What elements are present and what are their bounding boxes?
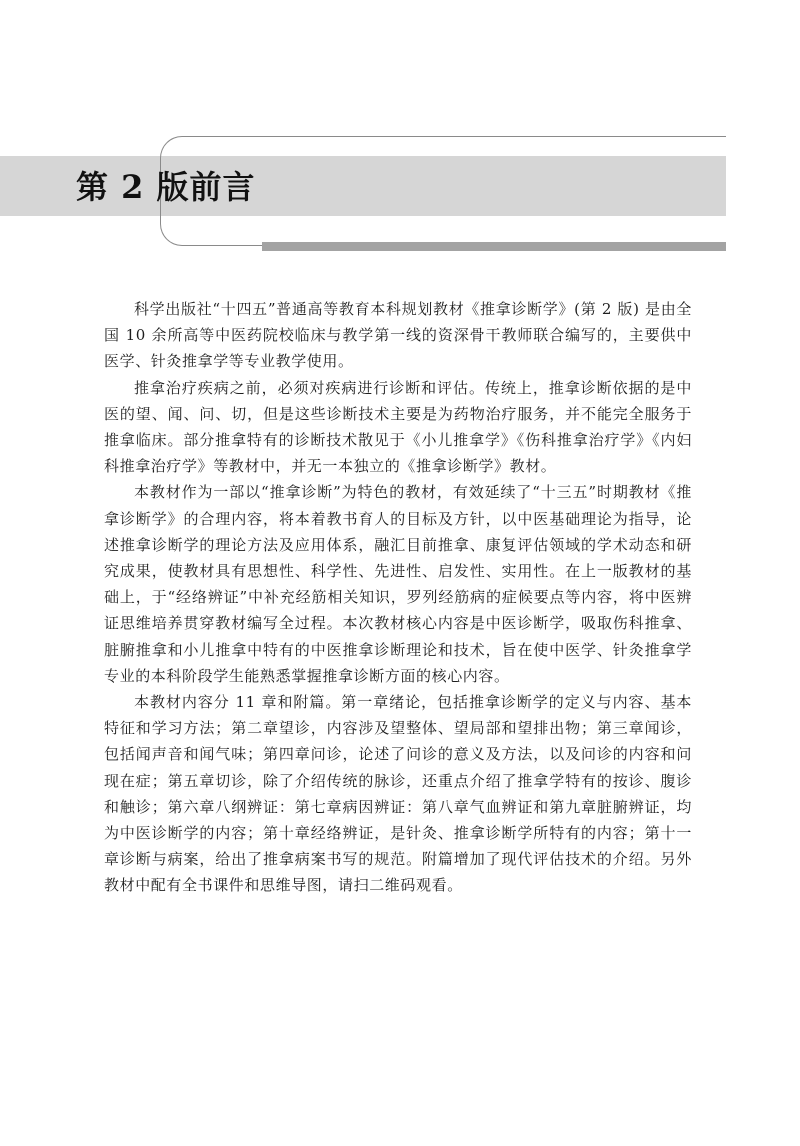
header-underline-bar	[262, 242, 726, 251]
paragraph-features: 本教材作为一部以“推拿诊断”为特色的教材，有效延续了“十三五”时期教材《推拿诊断学》的合理内容，将本着教书育人的目标及方针，以中医基础理论为指导，论述推拿诊断学的理论方法及应用体系，融汇目前推拿、康复评估领域的学术动态和研究成果，使教材具有思想性、科学性、先进性、启发性、实用性。在上一版教材的基础上，于“经络辨证”中补充经筋相关知识，罗列经筋病的症候要点等内容，将中医辨证思维培养贯穿教材编写全过程。本次教材核心内容是中医诊断学，吸取伤科推拿、脏腑推拿和小儿推拿中特有的中医推拿诊断理论和技术，旨在使中医学、针灸推拿学专业的本科阶段学生能熟悉掌握推拿诊断方面的核心内容。	[104, 483, 692, 685]
paragraph-contents: 本教材内容分 11 章和附篇。第一章绪论，包括推拿诊断学的定义与内容、基本特征和学习方法；第二章望诊，内容涉及望整体、望局部和望排出物；第三章闻诊，包括闻声音和闻气味；第四章问诊，论述了问诊的意义及方法，以及问诊的内容和问现在症；第五章切诊，除了介绍传统的脉诊，还重点介绍了推拿学特有的按诊、腹诊和触诊；第六章八纲辨证：第七章病因辨证：第八章气血辨证和第九章脏腑辨证，均为中医诊断学的内容；第十章经络辨证，是针灸、推拿诊断学所特有的内容；第十一章诊断与病案，给出了推拿病案书写的规范。附篇增加了现代评估技术的介绍。另外教材中配有全书课件和思维导图，请扫二维码观看。	[104, 693, 692, 895]
paragraph-intro: 科学出版社“十四五”普通高等教育本科规划教材《推拿诊断学》(第 2 版) 是由全国 10 余所高等中医药院校临床与教学第一线的资深骨干教师联合编写的，主要供中医学、针灸推拿学等专业教学使用。	[104, 300, 692, 371]
paragraph-background: 推拿治疗疾病之前，必须对疾病进行诊断和评估。传统上，推拿诊断依据的是中医的望、闻、问、切，但是这些诊断技术主要是为药物治疗服务，并不能完全服务于推拿临床。部分推拿特有的诊断技术散见于《小儿推拿学》《伤科推拿治疗学》《内妇科推拿治疗学》等教材中，并无一本独立的《推拿诊断学》教材。	[104, 378, 692, 476]
page-title: 第 2 版前言	[76, 168, 256, 206]
preface-body	[104, 296, 692, 899]
